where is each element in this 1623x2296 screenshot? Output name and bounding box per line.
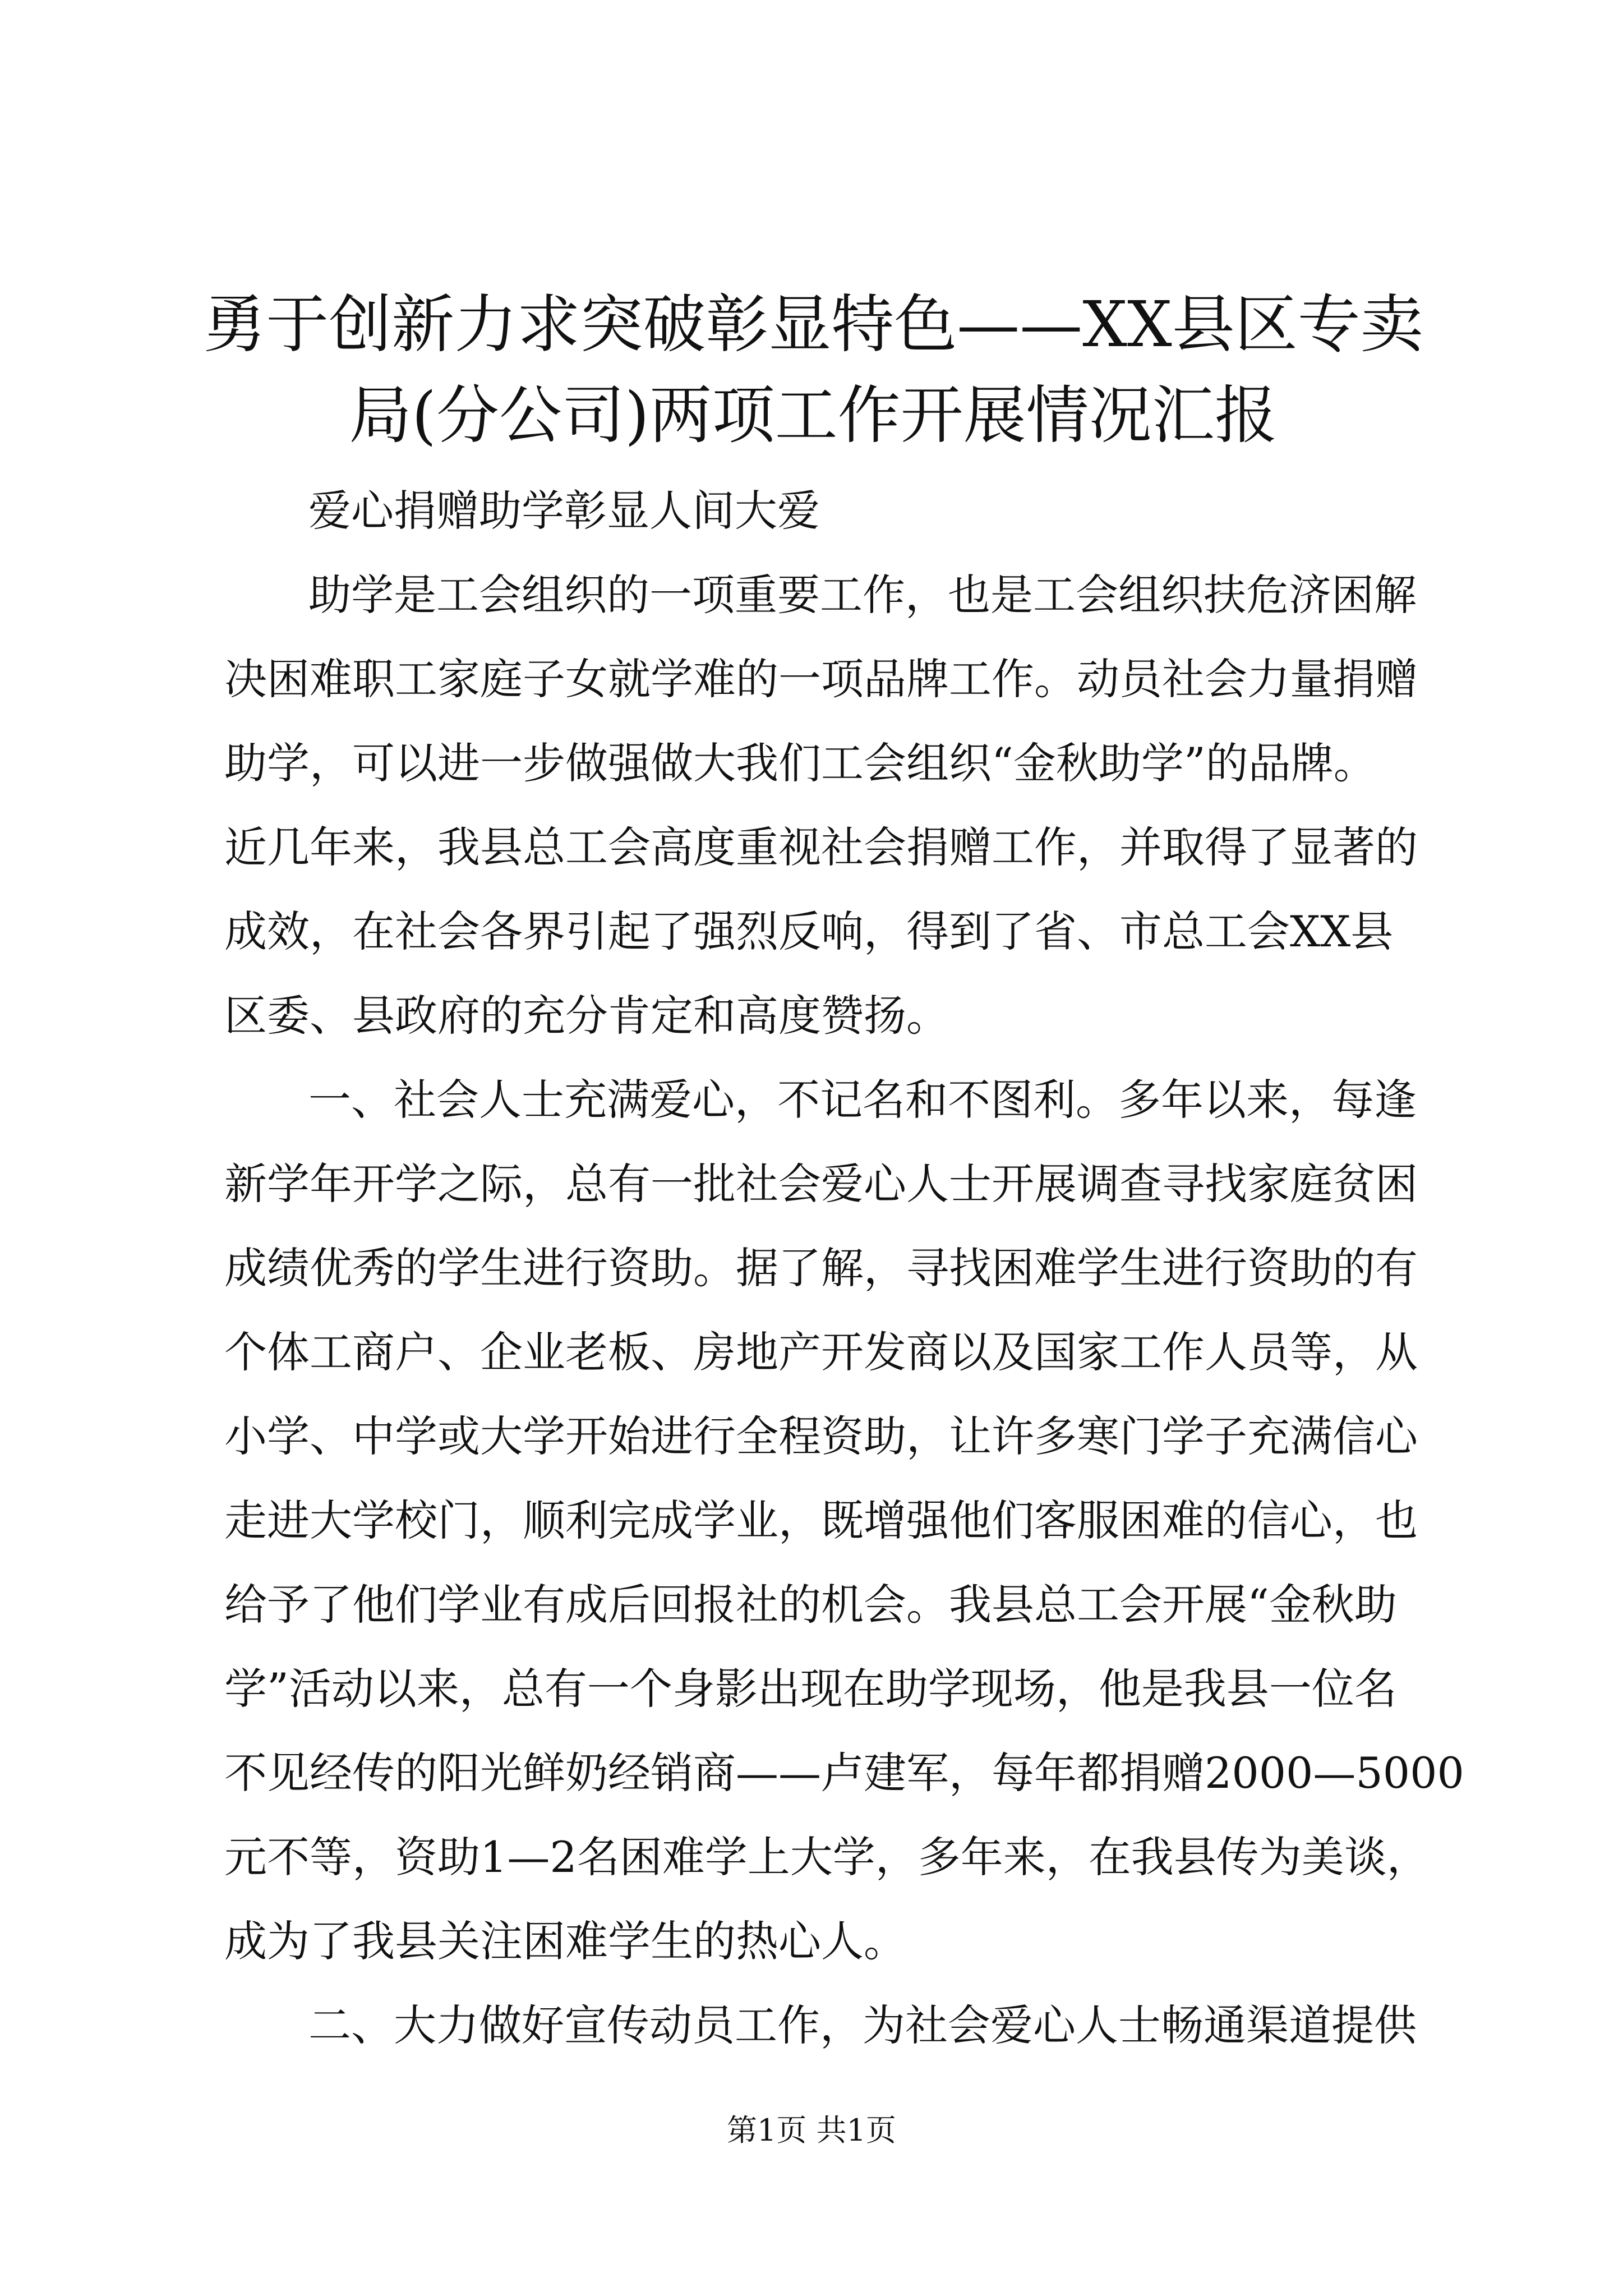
text-line: 小学、中学或大学开始进行全程资助，让许多寒门学子充满信心 (224, 1411, 1418, 1461)
document-body (224, 469, 1464, 2068)
text-line: 成效，在社会各界引起了强烈反响，得到了省、市总工会XX县 (224, 907, 1394, 956)
text-line: 新学年开学之际，总有一批社会爱心人士开展调查寻找家庭贫困 (224, 1159, 1418, 1209)
text-line: 助学是工会组织的一项重要工作，也是工会组织扶危济困解 (308, 570, 1417, 620)
section-heading (224, 469, 1430, 553)
title-line: 勇于创新力求突破彰显特色——XX县区专卖 (203, 288, 1423, 361)
text-line: 助学，可以进一步做强做大我们工会组织“金秋助学”的品牌。 (224, 738, 1376, 788)
title-line: 局(分公司)两项工作开展情况汇报 (349, 379, 1278, 452)
heading-text: 爱心捐赠助学彰显人间大爱 (308, 486, 820, 536)
text-line: 一、社会人士充满爱心，不记名和不图利。多年以来，每逢 (308, 1075, 1417, 1125)
text-line: 走进大学校门，顺利完成学业，既增强他们客服困难的信心，也 (224, 1496, 1418, 1545)
text-line: 近几年来，我县总工会高度重视社会捐赠工作，并取得了显著的 (224, 822, 1418, 872)
text-line: 成为了我县关注困难学生的热心人。 (224, 1916, 906, 1966)
paragraph-point-two (224, 1984, 1430, 2068)
text-line: 学”活动以来，总有一个身影出现在助学现场，他是我县一位名 (224, 1664, 1397, 1714)
text-line: 不见经传的阳光鲜奶经销商——卢建军，每年都捐赠2000—5000 (224, 1748, 1464, 1798)
text-line: 决困难职工家庭子女就学难的一项品牌工作。动员社会力量捐赠 (224, 654, 1418, 704)
text-line: 个体工商户、企业老板、房地产开发商以及国家工作人员等，从 (224, 1327, 1418, 1377)
paragraph-point-one (224, 1058, 1464, 1984)
text-line: 区委、县政府的充分肯定和高度赞扬。 (224, 991, 949, 1041)
text-line: 成绩优秀的学生进行资助。据了解，寻找困难学生进行资助的有 (224, 1243, 1418, 1293)
text-line: 元不等，资助1—2名困难学上大学，多年来，在我县传为美谈， (224, 1832, 1430, 1882)
document-title (202, 279, 1424, 461)
page-footer: 第1页 共1页 (727, 2113, 896, 2148)
paragraph-intro (224, 553, 1430, 1058)
text-line: 二、大力做好宣传动员工作，为社会爱心人士畅通渠道提供 (308, 2000, 1417, 2050)
text-line: 给予了他们学业有成后回报社的机会。我县总工会开展“金秋助 (224, 1580, 1397, 1630)
